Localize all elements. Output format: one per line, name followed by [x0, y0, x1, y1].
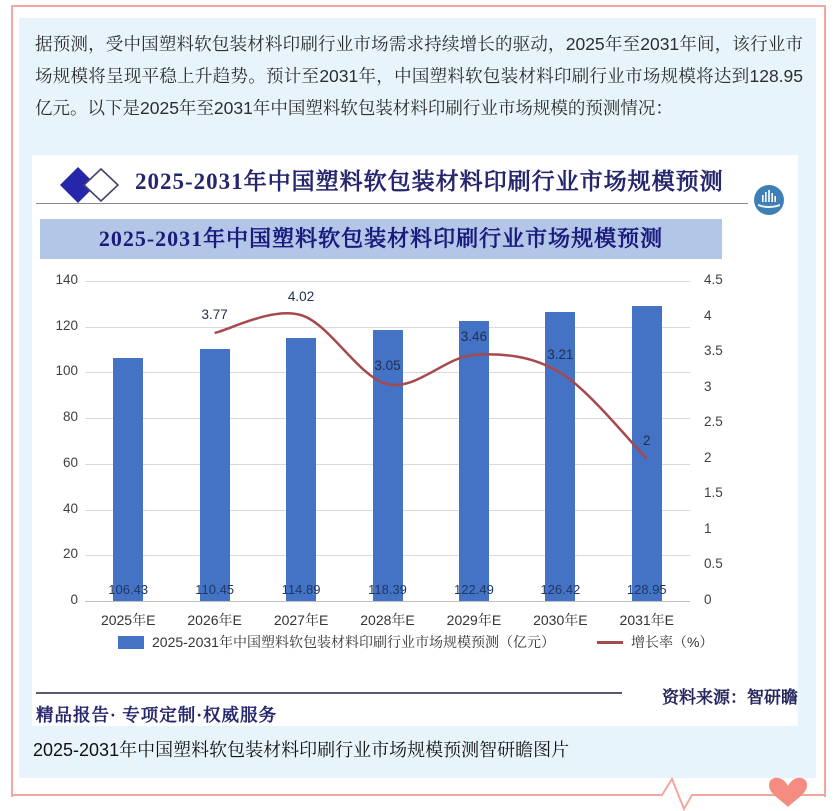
gridline — [85, 281, 690, 282]
legend-item-bar-series — [118, 632, 555, 652]
right-tick-label: 2.5 — [704, 414, 723, 430]
line-value-label: 3.77 — [201, 306, 228, 322]
tagline: 精品报告· 专项定制·权威服务 — [36, 705, 278, 725]
chart-legend — [118, 632, 713, 652]
x-tick-label: 2027年E — [273, 612, 329, 628]
right-tick-label: 0.5 — [704, 556, 723, 572]
right-tick-label: 4 — [704, 307, 712, 323]
line-value-label: 2 — [643, 432, 651, 448]
source-label: 资料来源：智研瞻 — [662, 688, 798, 707]
x-tick-label: 2029年E — [446, 612, 502, 628]
gridline — [85, 327, 690, 328]
growth-line — [215, 313, 647, 459]
gridline — [85, 601, 690, 602]
header-divider — [36, 203, 748, 204]
left-tick-label: 120 — [55, 317, 78, 333]
left-tick-label: 80 — [62, 409, 78, 425]
left-tick-label: 100 — [55, 363, 78, 379]
right-tick-label: 1.5 — [704, 485, 723, 501]
line-value-label: 3.46 — [460, 328, 488, 344]
card-header-title: 2025-2031年中国塑料软包装材料印刷行业市场规模预测 — [135, 169, 724, 194]
bar-value-label: 114.89 — [281, 582, 321, 597]
bar-value-label: 106.43 — [108, 582, 149, 597]
heartbeat-border — [11, 776, 826, 811]
left-tick-label: 140 — [55, 272, 78, 287]
chart-title-banner — [40, 219, 722, 259]
heart-icon — [769, 778, 807, 807]
bar-value-label: 122.49 — [454, 582, 494, 597]
right-tick-label: 4.5 — [704, 272, 723, 287]
bar-series-swatch — [118, 636, 144, 649]
x-tick-label: 2028年E — [360, 612, 415, 628]
bar — [632, 306, 662, 601]
zhiyanzhan-logo-icon — [753, 184, 785, 216]
double-diamond-icon — [60, 165, 120, 207]
left-tick-label: 20 — [62, 546, 78, 562]
x-tick-label: 2025年E — [100, 612, 156, 628]
bar — [286, 338, 316, 601]
left-tick-label: 60 — [62, 454, 78, 470]
x-tick-label: 2031年E — [619, 612, 675, 628]
line-series-swatch — [597, 641, 623, 644]
image-caption: 2025-2031年中国塑料软包装材料印刷行业市场规模预测智研瞻图片 — [33, 740, 570, 760]
bar-value-label: 128.95 — [626, 582, 667, 597]
x-tick-label: 2026年E — [187, 612, 242, 628]
line-value-label: 3.21 — [547, 346, 574, 362]
bar — [459, 321, 489, 601]
bar-value-label: 110.45 — [195, 582, 235, 597]
footer-divider — [36, 692, 622, 694]
line-value-label: 3.05 — [374, 358, 401, 374]
right-tick-label: 3 — [704, 378, 712, 394]
line-series-label: 增长率（%） — [630, 634, 714, 650]
intro-paragraph: 据预测，受中国塑料软包装材料印刷行业市场需求持续增长的驱动，2025年至2031年间，该行业市场规模将呈现平稳上升趋势。预计至2031年，中国塑料软包装材料印刷行业市场规模将达到128.95亿元。以下是2025年至2031年中国塑料软包装材料印刷行业市场规模的预测情况： — [35, 34, 803, 118]
bar-series-label: 2025-2031年中国塑料软包装材料印刷行业市场规模预测（亿元） — [152, 634, 555, 650]
right-tick-label: 3.5 — [704, 343, 723, 359]
bar — [113, 358, 143, 601]
x-tick-label: 2030年E — [533, 612, 588, 628]
legend-item-line-series — [597, 632, 713, 652]
left-tick-label: 40 — [62, 500, 78, 516]
chart-title: 2025-2031年中国塑料软包装材料印刷行业市场规模预测 — [98, 226, 664, 251]
bar-value-label: 118.39 — [368, 582, 407, 597]
bar-value-label: 126.42 — [540, 582, 581, 597]
line-value-label: 4.02 — [287, 289, 315, 305]
right-tick-label: 2 — [704, 449, 712, 465]
right-tick-label: 0 — [704, 592, 712, 607]
left-tick-label: 0 — [70, 592, 78, 607]
report-card — [32, 155, 798, 726]
bar — [200, 349, 230, 601]
right-tick-label: 1 — [704, 520, 712, 536]
